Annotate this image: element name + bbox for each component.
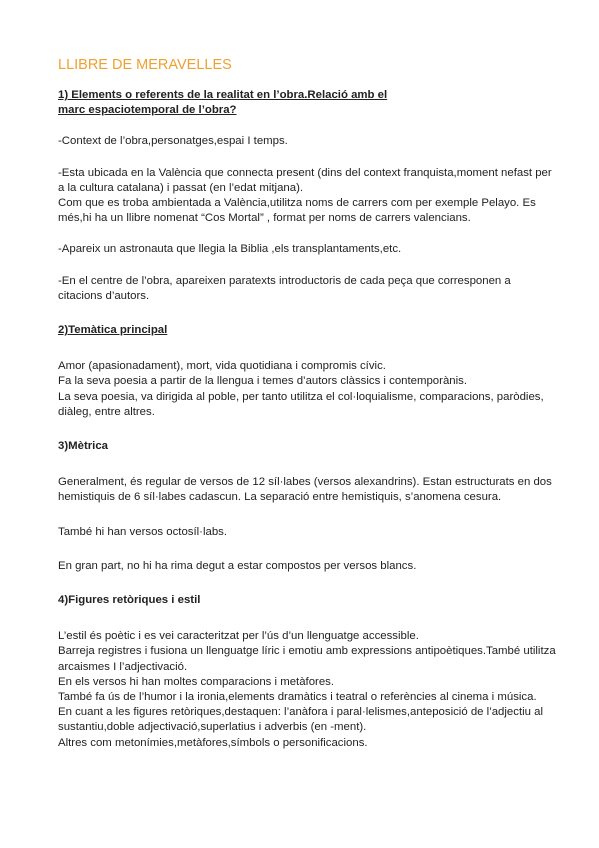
paragraph: També fa ús de l’humor i la ironia,elements dramàtics i teatral o referències al cinema i música. xyxy=(58,691,537,704)
paragraph: -En el centre de l’obra, apareixen paratexts introductoris de cada peça que corresponen a citacions d’autors. xyxy=(58,274,511,302)
section-1-heading-line2: marc espaciotemporal de l’obra? xyxy=(58,104,237,117)
paragraph: Altres com metonímies,metàfores,símbols o personificacions. xyxy=(58,736,368,749)
paragraph: -Context de l’obra,personatges,espai I temps. xyxy=(58,135,288,148)
paragraph: Amor (apasionadament), mort, vida quotidiana i compromis cívic. xyxy=(58,360,386,373)
paragraph: -Esta ubicada en la València que connecta present (dins del context franquista,moment nefast per a la cultura catalana) i passat (en l’edat mitjana). xyxy=(58,166,552,194)
paragraph: En cuant a les figures retòriques,destaquen: l’anàfora i paral·lelismes,anteposició de l’adjectiu al sustantiu,doble adjectivació,superlatius i adverbis (en -ment). xyxy=(58,706,544,734)
paragraph: Barreja registres i fusiona un llenguatge líric i emotiu amb expressions antipoètiques.També utilitza arcaismes I l’adjectivació. xyxy=(58,645,556,673)
section-3 xyxy=(58,439,558,574)
paragraph: En els versos hi han moltes comparacions i metàfores. xyxy=(58,675,335,688)
paragraph: Fa la seva poesia a partir de la llengua i temes d’autors clàssics i contemporànis. xyxy=(58,375,468,388)
paragraph: La seva poesia, va dirigida al poble, per tanto utilitza el col·loquialisme, comparacions, paròdies, diàleg, entre altres. xyxy=(58,390,544,418)
section-1 xyxy=(58,88,558,304)
section-3-heading: 3)Mètrica xyxy=(58,440,109,453)
document-title: LLIBRE DE MERAVELLES xyxy=(58,57,232,73)
section-4 xyxy=(58,593,558,751)
paragraph: En gran part, no hi ha rima degut a estar compostos per versos blancs. xyxy=(58,559,417,572)
paragraph: L’estil és poètic i es vei caracteritzat per l’ús d’un llenguatge accessible. xyxy=(58,630,419,643)
section-4-heading: 4)Figures retòriques i estil xyxy=(58,594,201,607)
section-1-heading-line1: 1) Elements o referents de la realitat en l’obra.Relació amb el xyxy=(58,89,388,101)
document-page xyxy=(58,56,558,751)
paragraph: Com que es troba ambientada a València,utilitza noms de carrers com per exemple Pelayo. Es més,hi ha un llibre nomenat “Cos Mortal” , format per noms de carrers valencians. xyxy=(58,197,536,225)
paragraph: -Apareix un astronauta que llegia la Biblia ,els transplantaments,etc. xyxy=(58,243,402,256)
section-2 xyxy=(58,323,558,420)
paragraph: Generalment, és regular de versos de 12 síl·labes (versos alexandrins). Estan estructurats en dos hemistiquis de 6 síl·labes cadascun. La separació entre hemistiquis, s’anomena cesura. xyxy=(58,476,552,504)
paragraph: També hi han versos octosíl·labs. xyxy=(58,525,228,538)
section-2-heading: 2)Temàtica principal xyxy=(58,324,168,337)
